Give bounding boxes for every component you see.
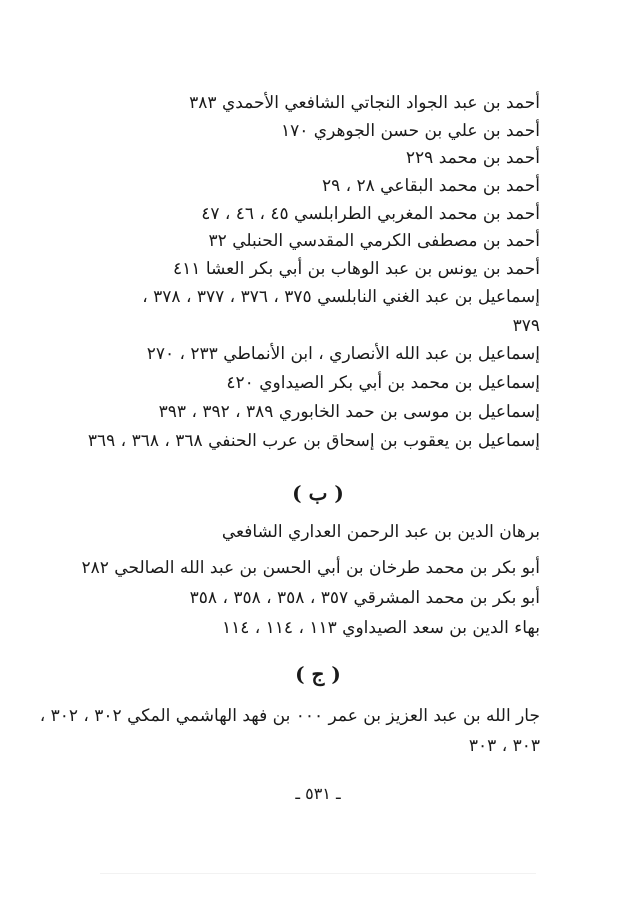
section-heading-jim: ( ج ) [295, 662, 341, 686]
index-entry-continuation: ٣٧٩ [512, 316, 540, 336]
index-entry: جار الله بن عبد العزيز بن عمر ٠٠٠ بن فهد الهاشمي المكي ٣٠٢ ، ٣٠٢ ، [39, 706, 540, 726]
index-entry: أبو بكر بن محمد المشرقي ٣٥٧ ، ٣٥٨ ، ٣٥٨ ، ٣٥٨ [189, 588, 540, 608]
index-entry: إسماعيل بن موسى بن حمد الخابوري ٣٨٩ ، ٣٩٢ ، ٣٩٣ [158, 402, 540, 422]
page-edge-divider [100, 873, 536, 874]
index-entry: أحمد بن يونس بن عبد الوهاب بن أبي بكر العشا ٤١١ [173, 259, 540, 279]
index-entry: أبو بكر بن محمد طرخان بن أبي الحسن بن عبد الله الصالحي ٢٨٢ [81, 558, 540, 578]
index-entry-continuation: ٣٠٣ ، ٣٠٣ [468, 736, 540, 756]
index-entry: أحمد بن محمد ٢٢٩ [405, 148, 540, 168]
index-entry: أحمد بن مصطفى الكرمي المقدسي الحنبلي ٣٢ [208, 231, 540, 251]
index-entry: أحمد بن محمد المغربي الطرابلسي ٤٥ ، ٤٦ ، ٤٧ [201, 204, 540, 224]
index-entry: برهان الدين بن عبد الرحمن العداري الشافعي [221, 522, 540, 542]
page-number: ـ ٥٣١ ـ [295, 784, 341, 803]
index-entry: أحمد بن عبد الجواد النجاتي الشافعي الأحمدي ٣٨٣ [189, 93, 540, 113]
index-entry: إسماعيل بن محمد بن أبي بكر الصيداوي ٤٢٠ [226, 373, 540, 393]
section-heading-ba: ( ب ) [292, 481, 344, 505]
index-entry: بهاء الدين بن سعد الصيداوي ١١٣ ، ١١٤ ، ١١٤ [221, 618, 540, 638]
index-entry: إسماعيل بن يعقوب بن إسحاق بن عرب الحنفي ٣٦٨ ، ٣٦٨ ، ٣٦٩ [87, 431, 540, 451]
index-entry: إسماعيل بن عبد الغني النابلسي ٣٧٥ ، ٣٧٦ ، ٣٧٧ ، ٣٧٨ ، [142, 287, 540, 307]
index-entry: إسماعيل بن عبد الله الأنصاري ، ابن الأنماطي ٢٣٣ ، ٢٧٠ [146, 344, 540, 364]
index-entry: أحمد بن محمد البقاعي ٢٨ ، ٢٩ [321, 176, 540, 196]
index-entry: أحمد بن علي بن حسن الجوهري ١٧٠ [280, 121, 540, 141]
